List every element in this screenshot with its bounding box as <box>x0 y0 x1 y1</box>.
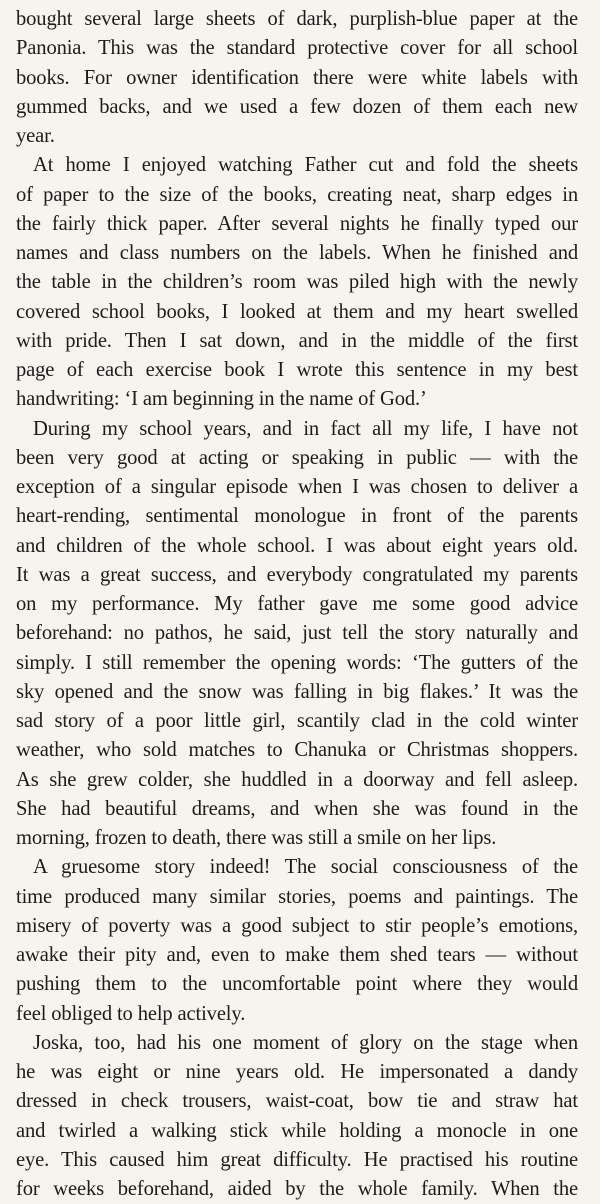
text-line: dressed in check trousers, waist-coat, bow tie and straw hat <box>16 1090 578 1113</box>
text-line: sky opened and the snow was falling in big flakes.’ It was the <box>16 680 578 703</box>
text-line: books. For owner identification there were white labels with <box>16 66 578 89</box>
text-line: simply. I still remember the opening words: ‘The gutters of the <box>16 651 578 674</box>
text-line: misery of poverty was a good subject to stir people’s emotions, <box>16 914 578 937</box>
text-line: the fairly thick paper. After several nights he finally typed our <box>16 212 578 235</box>
text-line: and children of the whole school. I was about eight years old. <box>16 534 578 557</box>
text-line: bought several large sheets of dark, purplish-blue paper at the <box>16 8 578 30</box>
text-line: and twirled a walking stick while holding a monocle in one <box>16 1119 578 1142</box>
text-line: page of each exercise book I wrote this sentence in my best <box>16 359 578 381</box>
text-line: pushing them to the uncomfortable point where they would <box>16 973 578 996</box>
text-line: for weeks beforehand, aided by the whole family. When the <box>16 1178 578 1200</box>
text-line: handwriting: ‘I am beginning in the name of God.’ <box>16 388 427 411</box>
text-line: the table in the children’s room was piled high with the newly <box>16 271 578 294</box>
text-line: of paper to the size of the books, creating neat, sharp edges in <box>16 183 578 206</box>
text-line: covered school books, I looked at them and my heart swelled <box>16 300 578 323</box>
text-line: time produced many similar stories, poems and paintings. The <box>16 885 578 908</box>
text-line: morning, frozen to death, there was still a smile on her lips. <box>16 827 497 849</box>
text-line: with pride. Then I sat down, and in the middle of the first <box>16 329 578 352</box>
text-line: She had beautiful dreams, and when she was found in the <box>16 797 578 820</box>
text-line: awake their pity and, even to make them shed tears — without <box>16 944 578 966</box>
paragraph <box>16 415 578 854</box>
text-line: Joska, too, had his one moment of glory on the stage when <box>33 1031 578 1054</box>
body-text <box>16 5 578 1204</box>
text-line: heart-rending, sentimental monologue in front of the parents <box>16 505 578 528</box>
text-line: weather, who sold matches to Chanuka or Christmas shoppers. <box>16 739 578 762</box>
text-line: sad story of a poor little girl, scantily clad in the cold winter <box>16 710 578 732</box>
paragraph <box>16 151 578 414</box>
text-line: Panonia. This was the standard protective cover for all school <box>16 37 578 60</box>
text-line: exception of a singular episode when I was chosen to deliver a <box>16 476 578 498</box>
text-line: At home I enjoyed watching Father cut and fold the sheets <box>33 154 578 177</box>
text-line: During my school years, and in fact all my life, I have not <box>33 417 578 440</box>
paragraph <box>16 5 578 151</box>
text-line: beforehand: no pathos, he said, just tell the story naturally and <box>16 622 578 645</box>
text-line: feel obliged to help actively. <box>16 1002 246 1025</box>
text-line: names and class numbers on the labels. When he finished and <box>16 242 578 264</box>
text-line: It was a great success, and everybody congratulated my parents <box>16 563 578 586</box>
text-line: he was eight or nine years old. He impersonated a dandy <box>16 1061 578 1083</box>
text-line: been very good at acting or speaking in public — with the <box>16 446 578 469</box>
text-line: As she grew colder, she huddled in a doorway and fell asleep. <box>16 768 578 791</box>
text-line: gummed backs, and we used a few dozen of them each new <box>16 95 578 118</box>
text-line: on my performance. My father gave me some good advice <box>16 593 578 615</box>
text-line: eye. This caused him great difficulty. He practised his routine <box>16 1148 578 1171</box>
paragraph <box>16 1029 578 1204</box>
paragraph <box>16 853 578 1029</box>
text-line: A gruesome story indeed! The social consciousness of the <box>33 856 578 879</box>
text-line: year. <box>16 125 55 147</box>
